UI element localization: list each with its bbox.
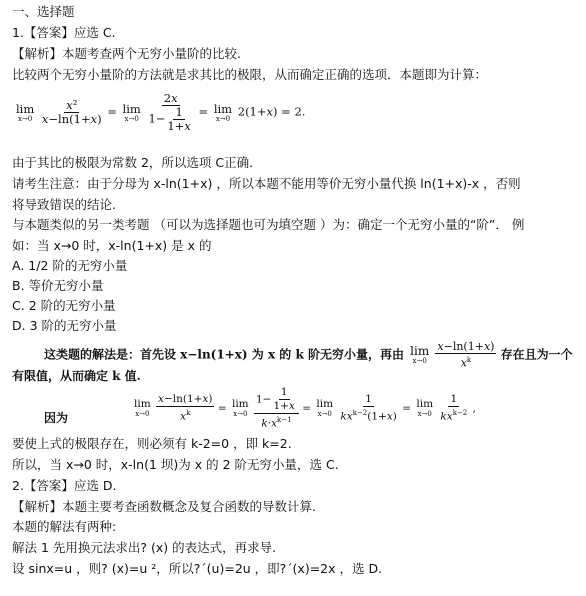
method-paragraph: 这类题的解法是：首先设 x−ln(1+x) 为 x 的 k 阶无穷小量，再由 lim x→0 $\frac{x-\ln(1+x)}{x^k}$ 存在且为一个	[44, 340, 573, 370]
option-c: C. 2 阶的无穷小量	[12, 298, 116, 313]
q1-final: 所以，当 x→0 时，x-ln(1 坝)为 x 的 2 阶无穷小量，选 C.	[12, 457, 339, 472]
q2-methods: 本题的解法有两种:	[12, 519, 117, 534]
q2-solution-1: 解法 1 先用换元法求出? (x) 的表达式，再求导.	[12, 540, 277, 555]
option-b: B. 等价无穷小量	[12, 278, 104, 293]
option-a: A. 1/2 阶的无穷小量	[12, 258, 128, 273]
q1-note-2: 将导致错误的结论.	[12, 197, 116, 212]
q1-similar-2: 如：当 x→0 时，x-ln(1+x) 是 x 的	[12, 238, 212, 253]
q1-note-1: 请考生注意：由于分母为 x-ln(1+x) ，所以本题不能用等价无穷小量代换 ln(1+x)-x ，否则	[12, 176, 521, 191]
option-d: D. 3 阶的无穷小量	[12, 318, 117, 333]
q2-answer: 2.【答案】应选 D.	[12, 478, 117, 493]
limit-formula-1: lim x→0 $\frac{\text{x²}}{x-\ln(1+x)}$ = lim x→0 2x 1− $\frac{1}{1+x}$ = lim x→0 2(1+x) = 2.	[16, 91, 306, 133]
q2-analysis: 【解析】本题主要考查函数概念及复合函数的导数计算.	[12, 499, 316, 514]
because-label: 因为	[44, 411, 69, 425]
q2-solution-1-steps: 设 sinx=u ，则? (x)=u ²，所以?´(u)=2u ，即?´(x)=2x ，选 D.	[12, 561, 383, 576]
limit-formula-2: lim x→0 $\frac{x-\ln(1+x)}{x^k}$ = lim x→0 1− $\frac{1}{1+x}$ $k\cdot x^{k-1}$ = lim x→0 $\frac{1}{kx^{k-2}(1+x)}$ = lim x→0 $\frac{1}{kx^{k-2}}$ ,	[134, 386, 476, 430]
q1-exist-condition: 要使上式的极限存在，则必须有 k-2=0 ，即 k=2.	[12, 436, 292, 451]
q1-conclusion: 由于其比的极限为常数 2，所以选项 C正确.	[12, 155, 254, 170]
method-paragraph-end: 有限值，从而确定 k 值.	[12, 369, 141, 383]
section-title: 一、选择题	[12, 4, 75, 19]
q1-similar-1: 与本题类似的另一类考题 （可以为选择题也可为填空题 ）为：确定一个无穷小量的“阶”． 例	[12, 217, 525, 232]
q1-analysis: 【解析】本题考查两个无穷小量阶的比较.	[12, 46, 241, 61]
q1-answer: 1.【答案】应选 C.	[12, 25, 116, 40]
q1-method: 比较两个无穷小量阶的方法就是求其比的极限，从而确定正确的选项．本题即为计算：	[12, 67, 488, 82]
